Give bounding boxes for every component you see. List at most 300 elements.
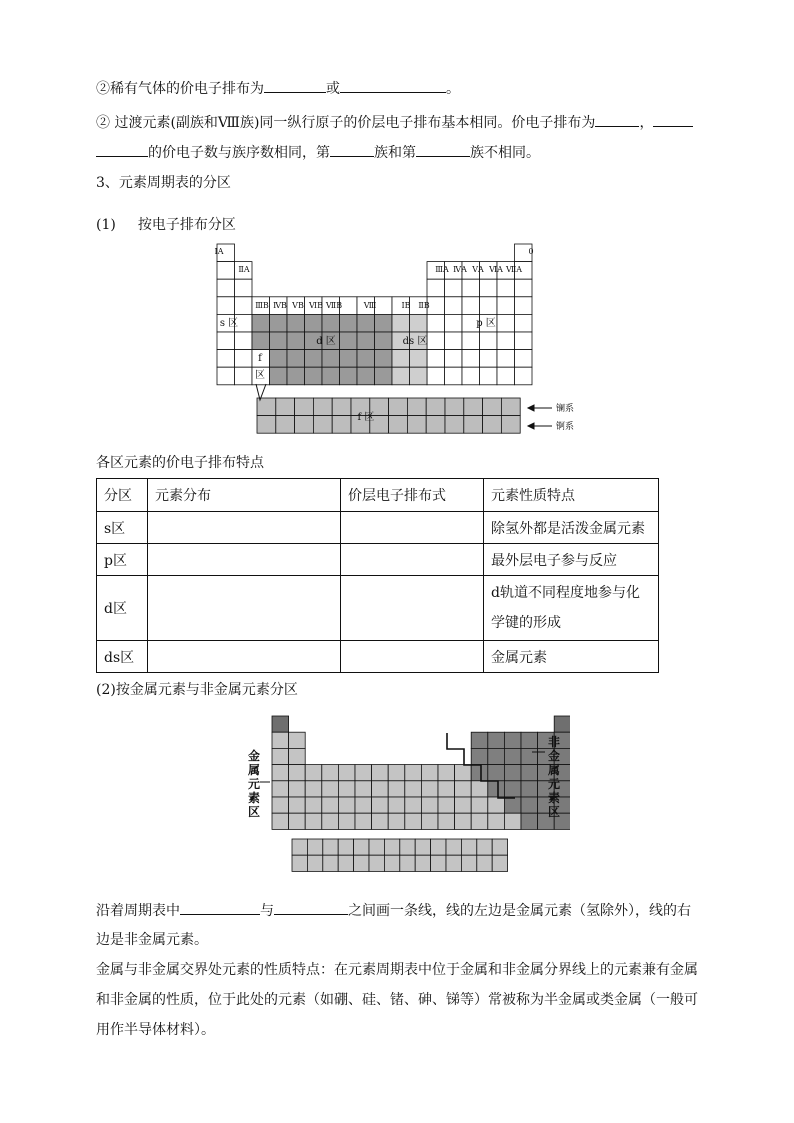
f-block-cell — [461, 855, 476, 871]
element-cell — [471, 797, 488, 813]
element-cell — [392, 314, 410, 332]
element-cell — [357, 314, 375, 332]
f-block-cell — [464, 398, 483, 416]
element-cell — [504, 781, 521, 797]
element-cell — [372, 781, 389, 797]
element-cell — [497, 297, 515, 315]
actinides-label: 锕系 — [556, 422, 575, 432]
ds-block-label: ds 区 — [402, 336, 428, 347]
lanthanides-label: 镧系 — [556, 404, 575, 414]
f-block-cell — [426, 398, 445, 416]
table-row — [97, 641, 659, 673]
f-block-cell — [400, 839, 415, 855]
cell-grid — [272, 716, 570, 871]
f-block-cell — [295, 398, 314, 416]
element-cell — [488, 781, 505, 797]
element-cell — [289, 748, 306, 764]
element-cell — [322, 314, 340, 332]
table-header-row — [97, 479, 659, 512]
element-cell — [455, 797, 472, 813]
f-block-label: f 区 — [357, 412, 375, 423]
subsection-2: (2)按金属元素与非金属元素分区 — [96, 682, 298, 698]
element-cell — [515, 332, 533, 350]
f-block-cell — [384, 855, 399, 871]
element-cell — [521, 813, 538, 829]
paragraph-line — [96, 900, 691, 921]
f-block-cell — [276, 416, 295, 434]
f-block-cell — [369, 855, 384, 871]
element-cell — [217, 350, 235, 368]
answer-blank[interactable] — [340, 78, 446, 93]
element-cell — [421, 781, 438, 797]
svg-text:属: 属 — [247, 763, 261, 777]
noble-gas-line — [96, 78, 460, 99]
element-cell — [340, 314, 358, 332]
group-label: ⅠB — [401, 301, 411, 310]
text: ②稀有气体的价电子排布为 — [96, 81, 264, 97]
element-cell — [455, 813, 472, 829]
f-block-cell — [445, 398, 464, 416]
element-cell — [521, 797, 538, 813]
element-cell — [445, 350, 463, 368]
element-cell — [287, 367, 305, 385]
answer-blank[interactable] — [595, 112, 639, 127]
element-cell — [305, 350, 323, 368]
element-cell — [357, 367, 375, 385]
f-block-cell — [276, 398, 295, 416]
element-cell — [427, 367, 445, 385]
answer-blank[interactable] — [416, 142, 470, 157]
element-cell — [480, 367, 498, 385]
f-block-cell — [338, 855, 353, 871]
cell-grid — [214, 244, 532, 433]
group-label: ⅣB — [273, 301, 287, 310]
subsection-1 — [96, 215, 236, 235]
element-cell — [480, 279, 498, 297]
element-cell — [340, 350, 358, 368]
element-cell — [455, 765, 472, 781]
f-block-cell — [384, 839, 399, 855]
element-cell — [497, 350, 515, 368]
table-cell[interactable] — [148, 576, 341, 641]
group-label: ⅢA — [435, 265, 449, 274]
element-cell — [322, 765, 339, 781]
element-cell — [289, 765, 306, 781]
element-cell — [270, 350, 288, 368]
element-cell — [521, 732, 538, 748]
element-cell — [287, 314, 305, 332]
transition-line-2 — [96, 142, 540, 163]
answer-blank[interactable] — [180, 900, 260, 915]
element-cell — [427, 350, 445, 368]
text: 之间画一条线，线的左边是金属元素（氢除外），线的右 — [348, 903, 691, 919]
element-cell — [462, 332, 480, 350]
element-cell — [471, 813, 488, 829]
f-block-cell — [415, 839, 430, 855]
element-cell — [488, 813, 505, 829]
element-cell — [340, 367, 358, 385]
f-block-cell — [257, 416, 276, 434]
element-cell — [375, 367, 393, 385]
element-cell — [305, 367, 323, 385]
element-cell — [322, 350, 340, 368]
element-cell — [388, 781, 405, 797]
element-cell — [480, 332, 498, 350]
answer-blank[interactable] — [96, 142, 148, 157]
p-block-label: p 区 — [476, 318, 496, 329]
element-cell — [410, 314, 428, 332]
element-cell — [217, 279, 235, 297]
svg-text:元: 元 — [247, 777, 261, 791]
periodic-table-block-figure — [200, 240, 590, 444]
f-block-cell — [332, 398, 351, 416]
element-cell — [305, 797, 322, 813]
section-heading: 3、元素周期表的分区 — [96, 175, 231, 191]
element-cell — [338, 797, 355, 813]
table-cell[interactable] — [148, 512, 341, 544]
element-cell — [421, 813, 438, 829]
group-label: ⅦA — [505, 265, 523, 274]
f-block-cell — [501, 416, 520, 434]
element-cell — [287, 332, 305, 350]
f-block-cell — [431, 855, 446, 871]
element-cell — [445, 367, 463, 385]
subsection-title: 按电子排布分区 — [137, 217, 236, 233]
f-block-cell — [464, 416, 483, 434]
element-cell — [497, 314, 515, 332]
text: 族和第 — [374, 145, 416, 161]
f-block-cell — [323, 855, 338, 871]
element-cell — [405, 797, 422, 813]
element-cell — [375, 332, 393, 350]
element-cell — [392, 350, 410, 368]
s-block-label: s 区 — [219, 318, 239, 329]
element-cell — [521, 748, 538, 764]
answer-blank[interactable] — [330, 142, 374, 157]
svg-text:素: 素 — [547, 791, 561, 805]
element-cell — [355, 813, 372, 829]
element-cell — [322, 781, 339, 797]
svg-text:金: 金 — [247, 749, 261, 763]
group-label: ⅢB — [255, 301, 269, 310]
svg-text:区: 区 — [247, 805, 261, 819]
f-block-cell — [445, 416, 464, 434]
element-cell — [471, 732, 488, 748]
group-label: ⅡA — [238, 265, 250, 274]
table-cell[interactable] — [341, 544, 484, 576]
element-cell — [515, 367, 533, 385]
f-block-cell — [400, 855, 415, 871]
table-cell: d轨道不同程度地参与化学键的形成 — [484, 576, 659, 641]
table-cell: ds区 — [97, 641, 148, 673]
text: ， — [639, 115, 654, 131]
element-cell — [427, 314, 445, 332]
element-cell — [235, 297, 253, 315]
table-cell[interactable] — [341, 576, 484, 641]
element-cell — [410, 367, 428, 385]
element-cell — [515, 297, 533, 315]
table-cell[interactable] — [148, 641, 341, 673]
element-cell — [462, 297, 480, 315]
element-cell — [455, 781, 472, 797]
text: ② 过渡元素(副族和Ⅷ族)同一纵行原子的价层电子排布基本相同。价电子排布为 — [96, 115, 596, 131]
element-cell — [355, 765, 372, 781]
element-cell — [438, 765, 455, 781]
element-cell — [372, 813, 389, 829]
svg-text:元: 元 — [547, 777, 561, 791]
table-cell: 最外层电子参与反应 — [484, 544, 659, 576]
f-block-cell — [477, 855, 492, 871]
f-block-qu: 区 — [255, 370, 265, 381]
text: 的价电子数与族序数相同，第 — [148, 145, 330, 161]
element-cell — [338, 781, 355, 797]
element-cell — [235, 332, 253, 350]
table-row — [97, 576, 659, 641]
element-cell — [270, 367, 288, 385]
element-cell — [480, 350, 498, 368]
text: 与 — [260, 903, 274, 919]
group-label: ⅥB — [309, 301, 323, 310]
table-header: 分区 — [97, 479, 148, 512]
block-features-table — [96, 478, 659, 673]
element-cell — [355, 781, 372, 797]
element-cell — [217, 367, 235, 385]
element-cell — [480, 297, 498, 315]
f-block-cell — [446, 839, 461, 855]
f-block-cell — [332, 416, 351, 434]
element-cell — [438, 781, 455, 797]
element-cell — [445, 314, 463, 332]
element-cell — [405, 781, 422, 797]
table-header: 价层电子排布式 — [341, 479, 484, 512]
text: 族不相同。 — [470, 145, 540, 161]
element-cell — [357, 350, 375, 368]
text: 。 — [446, 81, 460, 97]
table-caption: 各区元素的价电子排布特点 — [96, 455, 264, 471]
element-cell — [289, 781, 306, 797]
f-block-cell — [389, 416, 408, 434]
table-row — [97, 544, 659, 576]
group-label: ⅥA — [489, 265, 503, 274]
paragraph-line: 金属与非金属交界处元素的性质特点：在元素周期表中位于金属和非金属分界线上的元素兼有金属 — [96, 962, 698, 978]
group-label: ⅠA — [214, 247, 224, 256]
periodic-table-svg — [200, 240, 590, 440]
element-cell — [305, 765, 322, 781]
f-block-cell — [492, 839, 507, 855]
element-cell — [445, 332, 463, 350]
element-cell — [272, 781, 289, 797]
element-cell — [235, 350, 253, 368]
element-cell — [388, 797, 405, 813]
element-cell — [504, 765, 521, 781]
table-cell: 除氢外都是活泼金属元素 — [484, 512, 659, 544]
nonmetal-label — [547, 734, 560, 819]
f-block-cell — [407, 398, 426, 416]
element-cell — [322, 797, 339, 813]
element-cell — [504, 732, 521, 748]
element-cell — [305, 314, 323, 332]
element-cell — [504, 797, 521, 813]
svg-text:非: 非 — [547, 735, 561, 749]
element-cell — [287, 350, 305, 368]
f-block-cell — [323, 839, 338, 855]
element-cell — [488, 797, 505, 813]
group-label: ⅦB — [325, 301, 343, 310]
element-cell — [427, 332, 445, 350]
element-cell — [375, 350, 393, 368]
element-cell — [471, 765, 488, 781]
element-cell — [357, 332, 375, 350]
table-cell[interactable] — [341, 512, 484, 544]
element-cell — [462, 367, 480, 385]
d-block-label: d 区 — [316, 336, 336, 347]
element-cell — [421, 797, 438, 813]
element-cell — [272, 748, 289, 764]
element-cell — [488, 732, 505, 748]
f-block-cell — [461, 839, 476, 855]
element-cell — [375, 314, 393, 332]
group-label: ⅤB — [292, 301, 304, 310]
element-cell — [471, 781, 488, 797]
element-cell — [504, 748, 521, 764]
element-cell — [438, 797, 455, 813]
element-cell — [445, 279, 463, 297]
svg-text:区: 区 — [547, 805, 561, 819]
element-cell — [305, 813, 322, 829]
f-block-cell — [292, 839, 307, 855]
group-label: ⅤA — [472, 265, 484, 274]
element-cell — [372, 765, 389, 781]
f-block-cell — [431, 839, 446, 855]
element-cell — [289, 797, 306, 813]
element-cell — [405, 813, 422, 829]
element-cell — [497, 279, 515, 297]
answer-blank[interactable] — [264, 78, 326, 93]
group-label: Ⅷ — [363, 301, 377, 310]
element-cell — [322, 367, 340, 385]
element-cell — [521, 765, 538, 781]
element-cell — [372, 797, 389, 813]
f-block-cell — [354, 839, 369, 855]
answer-blank[interactable] — [653, 112, 693, 127]
element-cell — [270, 314, 288, 332]
element-cell — [497, 332, 515, 350]
f-block-cell — [483, 398, 502, 416]
f-block-cell — [338, 839, 353, 855]
f-block-cell — [415, 855, 430, 871]
table-cell[interactable] — [341, 641, 484, 673]
f-block-cell — [313, 398, 332, 416]
element-cell — [340, 332, 358, 350]
element-cell — [235, 367, 253, 385]
element-cell — [515, 350, 533, 368]
element-cell — [388, 813, 405, 829]
element-cell — [217, 297, 235, 315]
f-block-cell — [369, 839, 384, 855]
f-block-cell — [295, 416, 314, 434]
svg-text:素: 素 — [247, 791, 261, 805]
element-cell — [272, 732, 289, 748]
paragraph-line: 用作半导体材料）。 — [96, 1022, 215, 1038]
table-cell: 金属元素 — [484, 641, 659, 673]
element-cell — [515, 314, 533, 332]
table-cell[interactable] — [148, 544, 341, 576]
group-label: ⅣA — [453, 265, 467, 274]
table-header: 元素性质特点 — [484, 479, 659, 512]
element-cell — [445, 297, 463, 315]
metal-nonmetal-svg — [240, 712, 570, 882]
element-cell — [462, 350, 480, 368]
f-block-cell — [354, 855, 369, 871]
f-block-cell — [426, 416, 445, 434]
f-block-cell — [292, 855, 307, 871]
table-row — [97, 512, 659, 544]
f-block-cell — [407, 416, 426, 434]
element-cell — [388, 765, 405, 781]
metal-label — [247, 748, 260, 819]
element-cell — [355, 797, 372, 813]
f-block-letter: f — [258, 353, 262, 364]
f-block-cell — [307, 855, 322, 871]
f-block-cell — [389, 398, 408, 416]
element-cell — [272, 716, 289, 732]
transition-line — [96, 112, 693, 133]
f-block-cell — [483, 416, 502, 434]
element-cell — [471, 748, 488, 764]
f-block-cell — [501, 398, 520, 416]
element-cell — [217, 262, 235, 280]
element-cell — [421, 765, 438, 781]
paragraph-line: 和非金属的性质，位于此处的元素（如硼、硅、锗、砷、锑等）常被称为半金属或类金属（一般可 — [96, 992, 698, 1008]
element-cell — [217, 332, 235, 350]
element-cell — [270, 332, 288, 350]
element-cell — [521, 781, 538, 797]
table-cell: d区 — [97, 576, 148, 641]
element-cell — [438, 813, 455, 829]
f-block-cell — [307, 839, 322, 855]
element-cell — [497, 367, 515, 385]
element-cell — [235, 279, 253, 297]
element-cell — [322, 813, 339, 829]
answer-blank[interactable] — [274, 900, 348, 915]
element-cell — [462, 279, 480, 297]
element-cell — [554, 716, 570, 732]
element-cell — [392, 367, 410, 385]
element-cell — [305, 781, 322, 797]
element-cell — [488, 765, 505, 781]
element-cell — [272, 813, 289, 829]
element-cell — [338, 765, 355, 781]
element-cell — [340, 297, 358, 315]
element-cell — [405, 765, 422, 781]
f-block-cell — [477, 839, 492, 855]
element-cell — [252, 332, 270, 350]
element-cell — [252, 314, 270, 332]
element-cell — [338, 813, 355, 829]
f-block-cell — [446, 855, 461, 871]
f-block-cell — [313, 416, 332, 434]
element-cell — [272, 797, 289, 813]
subsection-number: (1) — [96, 217, 116, 233]
text: 或 — [326, 81, 340, 97]
table-cell: s区 — [97, 512, 148, 544]
element-cell — [504, 813, 521, 829]
element-cell — [289, 732, 306, 748]
table-header: 元素分布 — [148, 479, 341, 512]
text: 沿着周期表中 — [96, 903, 180, 919]
group-label: 0 — [528, 247, 534, 256]
paragraph-line: 边是非金属元素。 — [96, 932, 208, 948]
